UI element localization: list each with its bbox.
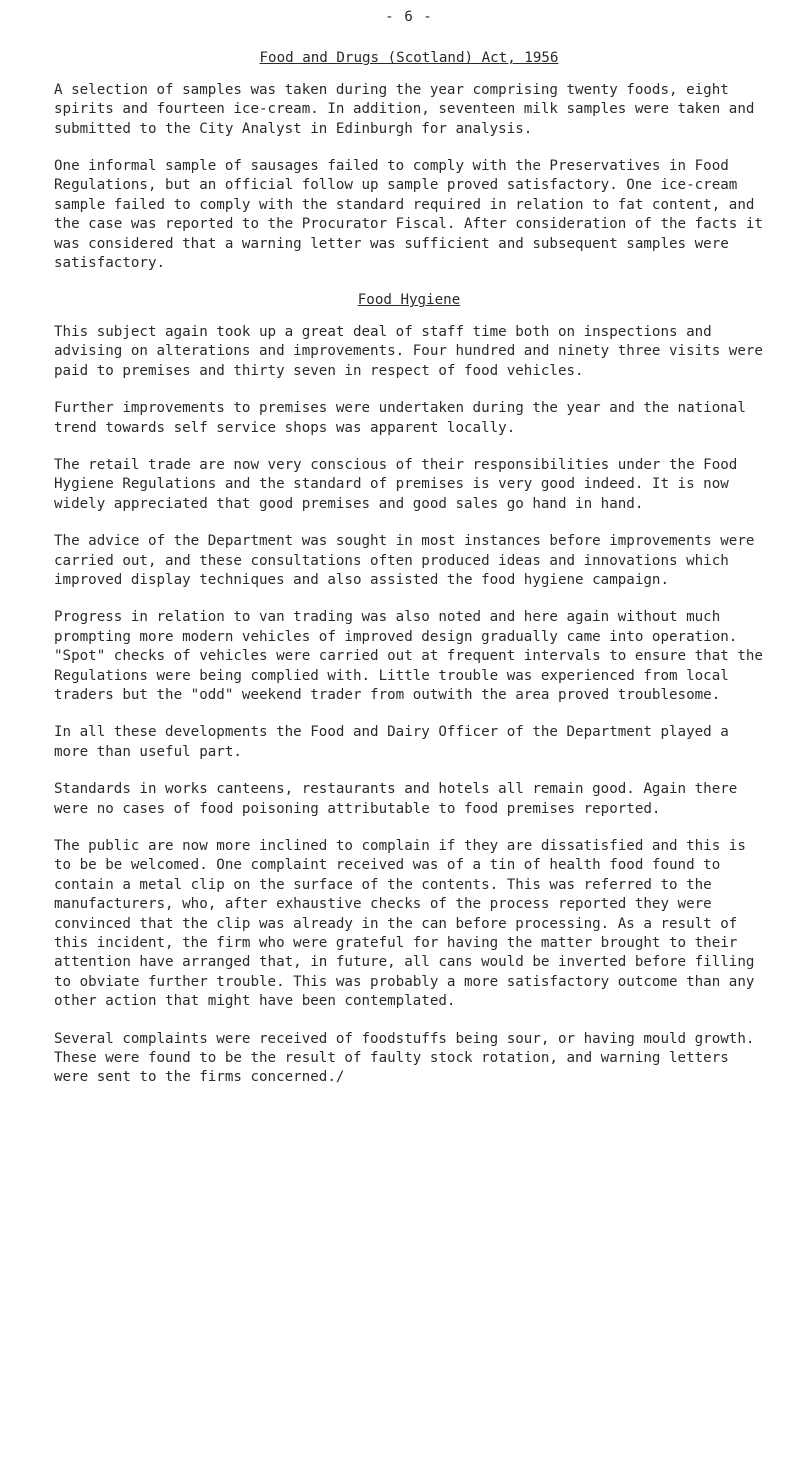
paragraph: This subject again took up a great deal of staff time both on inspections and advising on alterations and improvements. Four hundred and ninety three visits were paid to premises and thirty seven in respect of food vehicles.	[54, 323, 763, 379]
paragraph: The public are now more inclined to complain if they are dissatisfied and this is to be be welcomed. One complaint received was of a tin of health food found to contain a metal clip on the surface of the contents. This was referred to the manufacturers, who, after exhaustive checks of the process reported they were convinced that the clip was already in the can before processing. As a result of this incident, the firm who were grateful for having the matter brought to their attention have arranged that, in future, all cans would be inverted before filling to obviate further trouble. This was probably a more satisfactory outcome than any other action that might have been contemplated.	[54, 838, 755, 1010]
paragraph: In all these developments the Food and Dairy Officer of the Department played a more than useful part.	[54, 724, 729, 760]
section-food-and-drugs-act	[54, 49, 764, 273]
section-food-hygiene	[54, 291, 764, 1087]
paragraph: The retail trade are now very conscious of their responsibilities under the Food Hygiene Regulations and the standard of premises is very good indeed. It is now widely appreciated that good premises and good sales go hand in hand.	[54, 456, 738, 512]
paragraph: A selection of samples was taken during the year comprising twenty foods, eight spirits and fourteen ice-cream. In addition, seventeen milk samples were taken and submitted to the City Analyst in Edinburgh for analysis.	[54, 81, 755, 137]
paragraph: Progress in relation to van trading was also noted and here again without much prompting more modern vehicles of improved design gradually came into operation. "Spot" checks of vehicles were carried out at frequent intervals to ensure that the Regulations were being complied with. Little trouble was experienced from local traders but the "odd" weekend trader from outwith the area proved troublesome.	[54, 609, 763, 703]
paragraph: One informal sample of sausages failed to comply with the Preservatives in Food Regulations, but an official follow up sample proved satisfactory. One ice-cream sample failed to comply with the standard required in relation to fat content, and the case was reported to the Procurator Fiscal. After consideration of the facts it was considered that a warning letter was sufficient and subsequent samples were satisfactory.	[54, 158, 763, 272]
paragraph: Standards in works canteens, restaurants and hotels all remain good. Again there were no cases of food poisoning attributable to food premises reported.	[54, 781, 738, 817]
paragraph: Several complaints were received of foodstuffs being sour, or having mould growth. These were found to be the result of faulty stock rotation, and warning letters were sent to the firms concerned./	[54, 1030, 755, 1086]
page-number: - 6 -	[385, 9, 433, 25]
paragraph: Further improvements to premises were undertaken during the year and the national trend towards self service shops was apparent locally.	[54, 400, 746, 436]
paragraph: The advice of the Department was sought in most instances before improvements were carried out, and these consultations often produced ideas and innovations which improved display techniques and also assisted the food hygiene campaign.	[54, 533, 755, 588]
section-heading: Food Hygiene	[357, 292, 461, 309]
document-page	[54, 8, 764, 1106]
section-heading: Food and Drugs (Scotland) Act, 1956	[259, 50, 559, 67]
